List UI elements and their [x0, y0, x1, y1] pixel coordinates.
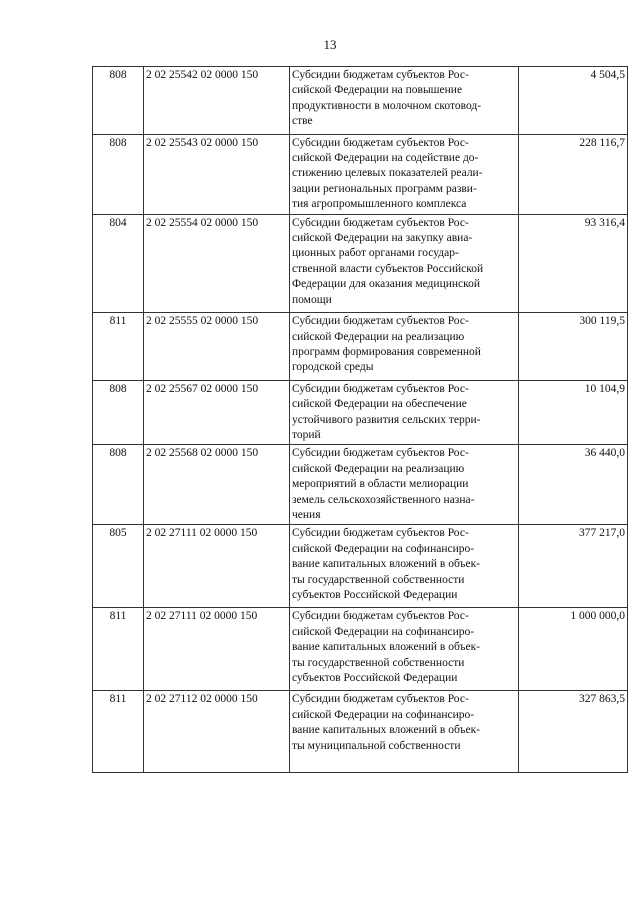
budget-table-body — [93, 67, 628, 773]
description-line: сийской Федерации на закупку авиа- — [292, 232, 473, 245]
admin-code-cell: 808 — [93, 445, 144, 525]
description-cell — [290, 608, 519, 691]
description-line: Субсидии бюджетам субъектов Рос- — [292, 216, 469, 229]
description-line: ционных работ органами государ- — [292, 247, 459, 260]
admin-code-cell: 811 — [93, 313, 144, 381]
amount-cell: 327 863,5 — [519, 691, 628, 773]
budget-code-cell: 2 02 25567 02 0000 150 — [144, 380, 290, 445]
description-line: городской среды — [292, 361, 374, 374]
description-line: сийской Федерации на реализацию — [292, 462, 465, 475]
table-row — [93, 214, 628, 312]
amount-cell: 4 504,5 — [519, 67, 628, 135]
table-row — [93, 380, 628, 445]
description-line: субъектов Российской Федерации — [292, 589, 458, 601]
description-cell — [290, 134, 519, 214]
description-line: вание капитальных вложений в объек- — [292, 724, 481, 737]
description-line: сийской Федерации на повышение — [292, 84, 463, 97]
description-line: Субсидии бюджетам субъектов Рос- — [292, 610, 469, 623]
admin-code-cell: 804 — [93, 214, 144, 312]
description-line: зации региональных программ разви- — [292, 182, 477, 195]
budget-code-cell: 2 02 25542 02 0000 150 — [144, 67, 290, 135]
amount-cell: 10 104,9 — [519, 380, 628, 445]
description-line: вание капитальных вложений в объек- — [292, 558, 481, 571]
description-line: Субсидии бюджетам субъектов Рос- — [292, 69, 469, 81]
description-line: земель сельскохозяйственного назна- — [292, 493, 475, 506]
description-cell — [290, 445, 519, 525]
description-line: ты муниципальной собственности — [292, 739, 461, 752]
description-cell — [290, 525, 519, 608]
description-line: стижению целевых показателей реали- — [292, 167, 483, 180]
budget-code-cell: 2 02 27112 02 0000 150 — [144, 691, 290, 773]
budget-code-cell: 2 02 25568 02 0000 150 — [144, 445, 290, 525]
description-line: Субсидии бюджетам субъектов Рос- — [292, 447, 469, 460]
table-row — [93, 445, 628, 525]
description-line: сийской Федерации на софинансиро- — [292, 708, 475, 721]
description-line: сийской Федерации на софинансиро- — [292, 542, 475, 555]
amount-cell: 228 116,7 — [519, 134, 628, 214]
admin-code-cell: 805 — [93, 525, 144, 608]
description-line: субъектов Российской Федерации — [292, 672, 458, 685]
admin-code-cell: 808 — [93, 380, 144, 445]
table-row — [93, 134, 628, 214]
description-line: Субсидии бюджетам субъектов Рос- — [292, 315, 469, 328]
budget-table — [92, 66, 628, 773]
description-cell — [290, 691, 519, 773]
table-row — [93, 525, 628, 608]
description-line: вание капитальных вложений в объек- — [292, 641, 481, 654]
table-row — [93, 313, 628, 381]
description-line: торий — [292, 428, 321, 441]
description-line: продуктивности в молочном скотовод- — [292, 99, 482, 112]
table-row — [93, 691, 628, 773]
amount-cell: 377 217,0 — [519, 525, 628, 608]
description-line: сийской Федерации на обеспечение — [292, 398, 467, 411]
amount-cell: 1 000 000,0 — [519, 608, 628, 691]
amount-cell: 36 440,0 — [519, 445, 628, 525]
description-line: сийской Федерации на реализацию — [292, 330, 465, 343]
page-number: 13 — [323, 37, 337, 52]
table-row — [93, 67, 628, 135]
description-cell — [290, 313, 519, 381]
description-line: ственной власти субъектов Российской — [292, 262, 484, 275]
budget-code-cell: 2 02 27111 02 0000 150 — [144, 525, 290, 608]
table-row — [93, 608, 628, 691]
admin-code-cell: 808 — [93, 134, 144, 214]
description-line: ты государственной собственности — [292, 573, 465, 586]
admin-code-cell: 811 — [93, 691, 144, 773]
description-line: Субсидии бюджетам субъектов Рос- — [292, 382, 469, 395]
description-line: тия агропромышленного комплекса — [292, 198, 467, 211]
description-cell — [290, 380, 519, 445]
budget-code-cell: 2 02 25554 02 0000 150 — [144, 214, 290, 312]
description-line: чения — [292, 508, 321, 521]
description-line: сийской Федерации на софинансиро- — [292, 625, 475, 638]
description-line: Субсидии бюджетам субъектов Рос- — [292, 693, 469, 706]
description-line: помощи — [292, 293, 332, 306]
description-line: программ формирования современной — [292, 345, 481, 358]
budget-code-cell: 2 02 25543 02 0000 150 — [144, 134, 290, 214]
description-line: устойчивого развития сельских терри- — [292, 413, 481, 426]
budget-code-cell: 2 02 25555 02 0000 150 — [144, 313, 290, 381]
description-line: стве — [292, 115, 313, 128]
description-cell — [290, 67, 519, 135]
budget-code-cell: 2 02 27111 02 0000 150 — [144, 608, 290, 691]
amount-cell: 300 119,5 — [519, 313, 628, 381]
description-line: мероприятий в области мелиорации — [292, 478, 469, 491]
amount-cell: 93 316,4 — [519, 214, 628, 312]
description-line: Субсидии бюджетам субъектов Рос- — [292, 527, 469, 540]
admin-code-cell: 808 — [93, 67, 144, 135]
description-cell — [290, 214, 519, 312]
description-line: ты государственной собственности — [292, 656, 465, 669]
admin-code-cell: 811 — [93, 608, 144, 691]
description-line: сийской Федерации на содействие до- — [292, 152, 479, 165]
description-line: Субсидии бюджетам субъектов Рос- — [292, 136, 469, 149]
description-line: Федерации для оказания медицинской — [292, 278, 481, 291]
